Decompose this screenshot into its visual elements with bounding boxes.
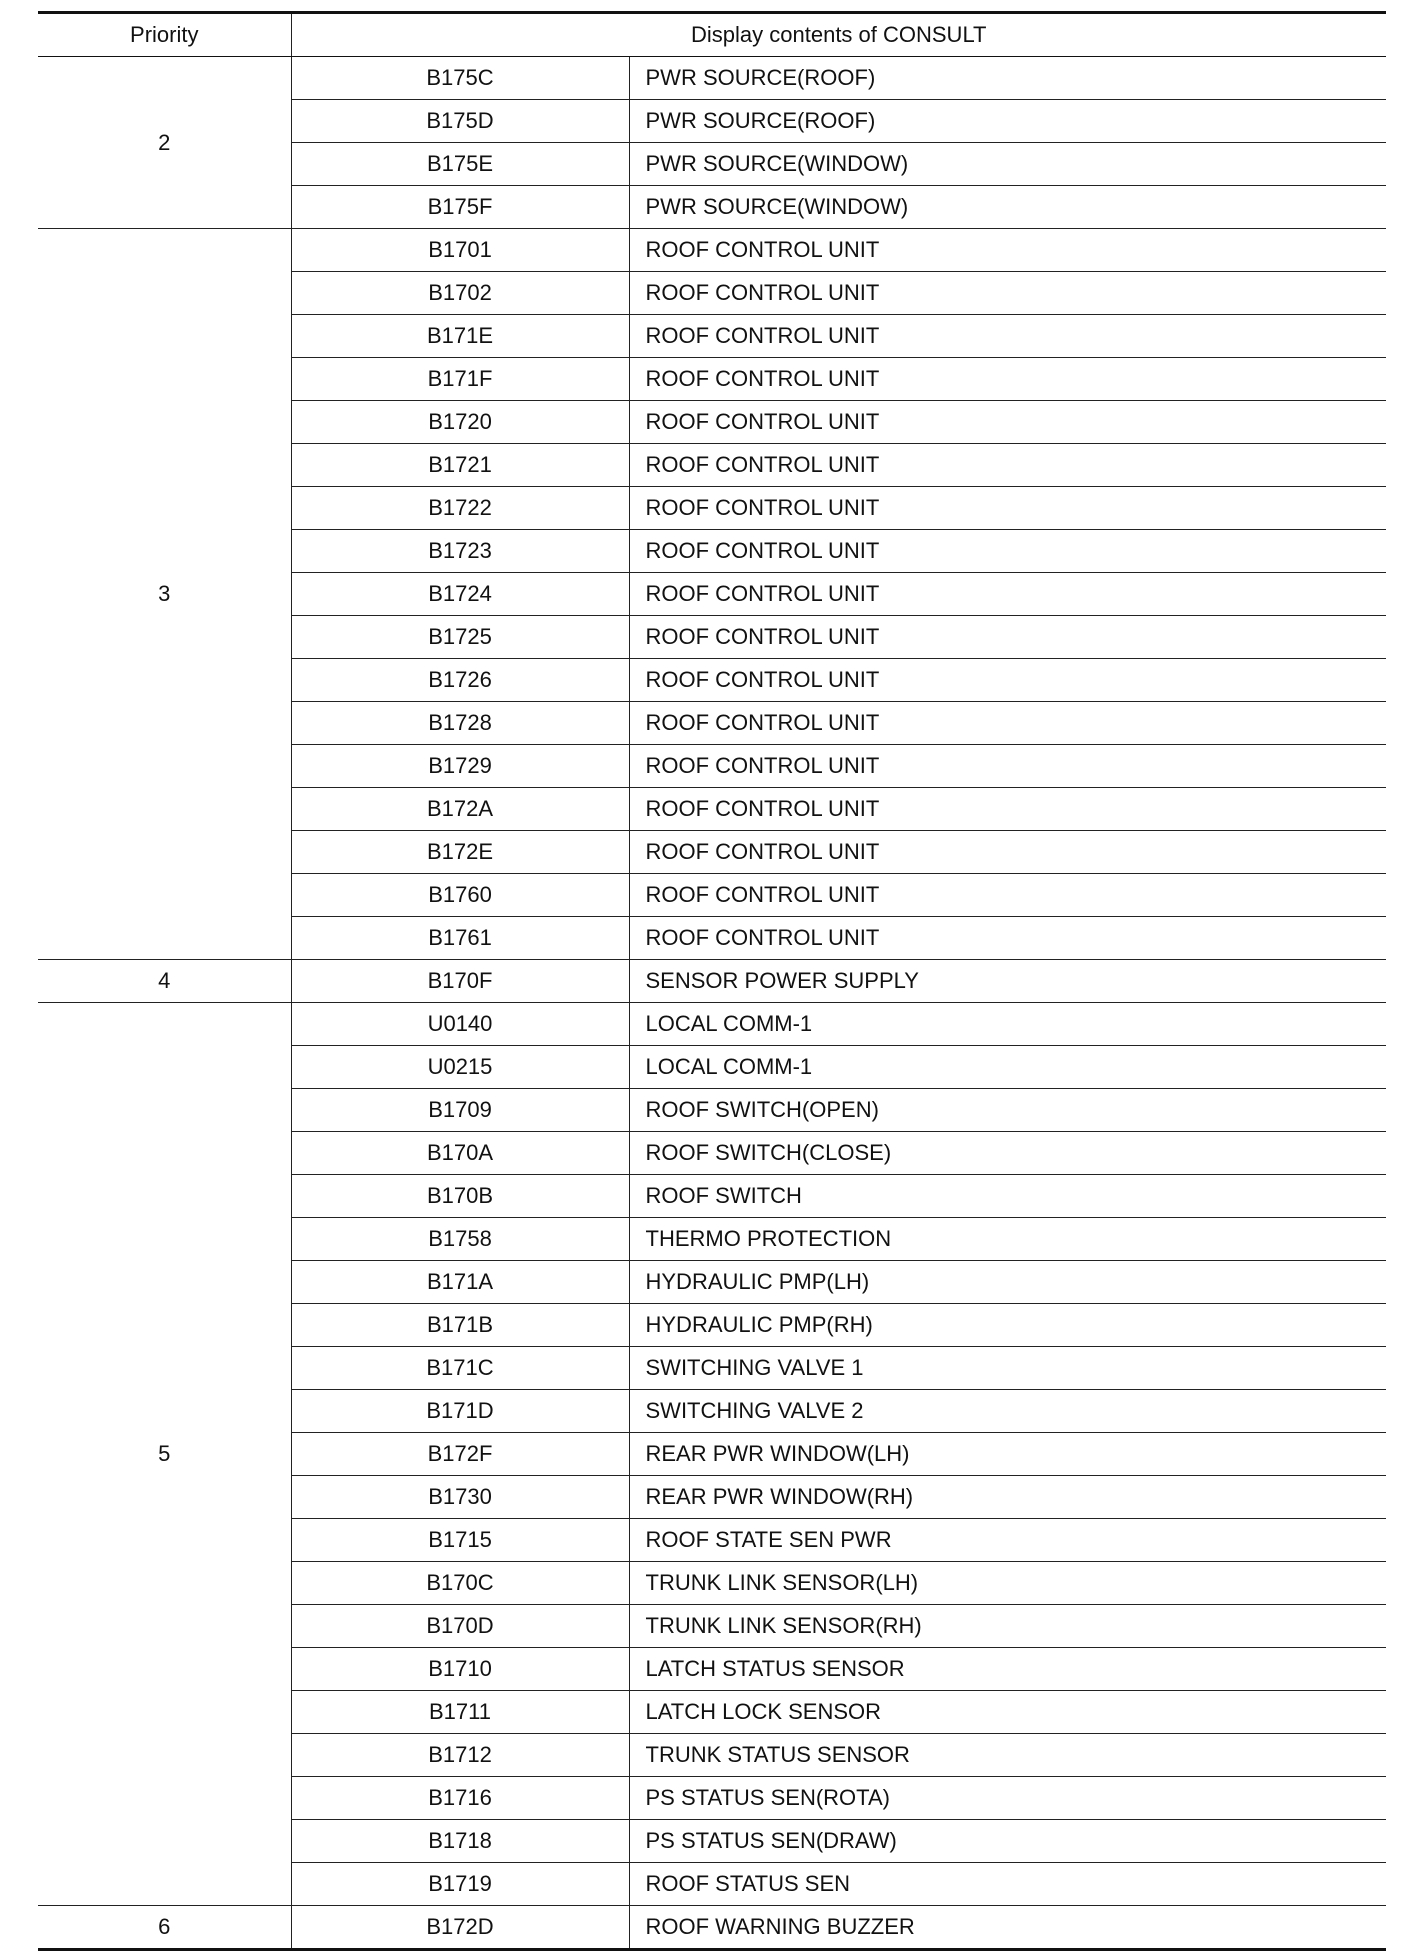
display-content-cell: ROOF CONTROL UNIT — [629, 874, 1386, 917]
display-contents-header: Display contents of CONSULT — [291, 13, 1386, 57]
display-content-cell: LOCAL COMM-1 — [629, 1046, 1386, 1089]
display-content-cell: PWR SOURCE(WINDOW) — [629, 186, 1386, 229]
dtc-code-cell: B170F — [291, 960, 629, 1003]
priority-cell: 3 — [38, 229, 291, 960]
table-row — [38, 57, 1386, 100]
display-content-cell: ROOF CONTROL UNIT — [629, 616, 1386, 659]
header-row — [38, 13, 1386, 57]
dtc-code-cell: B171D — [291, 1390, 629, 1433]
display-content-cell: HYDRAULIC PMP(LH) — [629, 1261, 1386, 1304]
display-content-cell: ROOF STATUS SEN — [629, 1863, 1386, 1906]
display-content-cell: LATCH STATUS SENSOR — [629, 1648, 1386, 1691]
dtc-priority-table — [38, 11, 1386, 1951]
dtc-code-cell: B1729 — [291, 745, 629, 788]
dtc-code-cell: B1710 — [291, 1648, 629, 1691]
dtc-code-cell: B1730 — [291, 1476, 629, 1519]
table-row — [38, 229, 1386, 272]
priority-cell: 4 — [38, 960, 291, 1003]
display-content-cell: PS STATUS SEN(ROTA) — [629, 1777, 1386, 1820]
display-content-cell: SWITCHING VALVE 2 — [629, 1390, 1386, 1433]
display-content-cell: PWR SOURCE(WINDOW) — [629, 143, 1386, 186]
display-content-cell: ROOF CONTROL UNIT — [629, 358, 1386, 401]
display-content-cell: ROOF CONTROL UNIT — [629, 573, 1386, 616]
dtc-code-cell: U0215 — [291, 1046, 629, 1089]
dtc-code-cell: B1722 — [291, 487, 629, 530]
dtc-code-cell: B1719 — [291, 1863, 629, 1906]
dtc-code-cell: B172E — [291, 831, 629, 874]
dtc-code-cell: B1715 — [291, 1519, 629, 1562]
dtc-code-cell: B1712 — [291, 1734, 629, 1777]
dtc-code-cell: B1760 — [291, 874, 629, 917]
display-content-cell: LATCH LOCK SENSOR — [629, 1691, 1386, 1734]
dtc-code-cell: B175C — [291, 57, 629, 100]
display-content-cell: ROOF WARNING BUZZER — [629, 1906, 1386, 1950]
priority-header: Priority — [38, 13, 291, 57]
dtc-code-cell: B170B — [291, 1175, 629, 1218]
display-content-cell: REAR PWR WINDOW(LH) — [629, 1433, 1386, 1476]
table-body — [38, 57, 1386, 1950]
dtc-code-cell: B172A — [291, 788, 629, 831]
display-content-cell: ROOF CONTROL UNIT — [629, 788, 1386, 831]
dtc-code-cell: B1701 — [291, 229, 629, 272]
display-content-cell: ROOF SWITCH(CLOSE) — [629, 1132, 1386, 1175]
display-content-cell: ROOF CONTROL UNIT — [629, 831, 1386, 874]
dtc-code-cell: B1721 — [291, 444, 629, 487]
display-content-cell: ROOF CONTROL UNIT — [629, 487, 1386, 530]
table-row — [38, 960, 1386, 1003]
display-content-cell: ROOF CONTROL UNIT — [629, 401, 1386, 444]
display-content-cell: LOCAL COMM-1 — [629, 1003, 1386, 1046]
dtc-code-cell: B170C — [291, 1562, 629, 1605]
display-content-cell: PWR SOURCE(ROOF) — [629, 100, 1386, 143]
dtc-code-cell: B1724 — [291, 573, 629, 616]
display-content-cell: ROOF CONTROL UNIT — [629, 745, 1386, 788]
display-content-cell: ROOF CONTROL UNIT — [629, 917, 1386, 960]
priority-cell: 5 — [38, 1003, 291, 1906]
display-content-cell: PWR SOURCE(ROOF) — [629, 57, 1386, 100]
display-content-cell: HYDRAULIC PMP(RH) — [629, 1304, 1386, 1347]
dtc-code-cell: B172D — [291, 1906, 629, 1950]
display-content-cell: ROOF CONTROL UNIT — [629, 444, 1386, 487]
display-content-cell: SENSOR POWER SUPPLY — [629, 960, 1386, 1003]
display-content-cell: SWITCHING VALVE 1 — [629, 1347, 1386, 1390]
priority-cell: 6 — [38, 1906, 291, 1950]
dtc-code-cell: B1728 — [291, 702, 629, 745]
display-content-cell: TRUNK STATUS SENSOR — [629, 1734, 1386, 1777]
display-content-cell: ROOF CONTROL UNIT — [629, 229, 1386, 272]
display-content-cell: ROOF CONTROL UNIT — [629, 659, 1386, 702]
display-content-cell: ROOF CONTROL UNIT — [629, 530, 1386, 573]
dtc-code-cell: B1758 — [291, 1218, 629, 1261]
dtc-code-cell: B171A — [291, 1261, 629, 1304]
display-content-cell: TRUNK LINK SENSOR(LH) — [629, 1562, 1386, 1605]
dtc-code-cell: B1716 — [291, 1777, 629, 1820]
dtc-code-cell: B1711 — [291, 1691, 629, 1734]
dtc-code-cell: B171B — [291, 1304, 629, 1347]
dtc-code-cell: B1761 — [291, 917, 629, 960]
display-content-cell: ROOF STATE SEN PWR — [629, 1519, 1386, 1562]
dtc-code-cell: B175F — [291, 186, 629, 229]
display-content-cell: PS STATUS SEN(DRAW) — [629, 1820, 1386, 1863]
display-content-cell: ROOF SWITCH(OPEN) — [629, 1089, 1386, 1132]
dtc-code-cell: B1725 — [291, 616, 629, 659]
dtc-code-cell: B1718 — [291, 1820, 629, 1863]
table-row — [38, 1003, 1386, 1046]
table-row — [38, 1906, 1386, 1950]
dtc-code-cell: B1720 — [291, 401, 629, 444]
display-content-cell: ROOF CONTROL UNIT — [629, 315, 1386, 358]
display-content-cell: TRUNK LINK SENSOR(RH) — [629, 1605, 1386, 1648]
dtc-code-cell: B1709 — [291, 1089, 629, 1132]
dtc-code-cell: B1723 — [291, 530, 629, 573]
display-content-cell: ROOF CONTROL UNIT — [629, 702, 1386, 745]
dtc-code-cell: B175D — [291, 100, 629, 143]
display-content-cell: REAR PWR WINDOW(RH) — [629, 1476, 1386, 1519]
dtc-code-cell: B175E — [291, 143, 629, 186]
display-content-cell: ROOF CONTROL UNIT — [629, 272, 1386, 315]
dtc-code-cell: B171C — [291, 1347, 629, 1390]
priority-cell: 2 — [38, 57, 291, 229]
dtc-code-cell: B1726 — [291, 659, 629, 702]
dtc-code-cell: B1702 — [291, 272, 629, 315]
dtc-code-cell: B170A — [291, 1132, 629, 1175]
display-content-cell: ROOF SWITCH — [629, 1175, 1386, 1218]
dtc-code-cell: B171F — [291, 358, 629, 401]
dtc-code-cell: U0140 — [291, 1003, 629, 1046]
dtc-code-cell: B170D — [291, 1605, 629, 1648]
dtc-code-cell: B172F — [291, 1433, 629, 1476]
dtc-code-cell: B171E — [291, 315, 629, 358]
display-content-cell: THERMO PROTECTION — [629, 1218, 1386, 1261]
